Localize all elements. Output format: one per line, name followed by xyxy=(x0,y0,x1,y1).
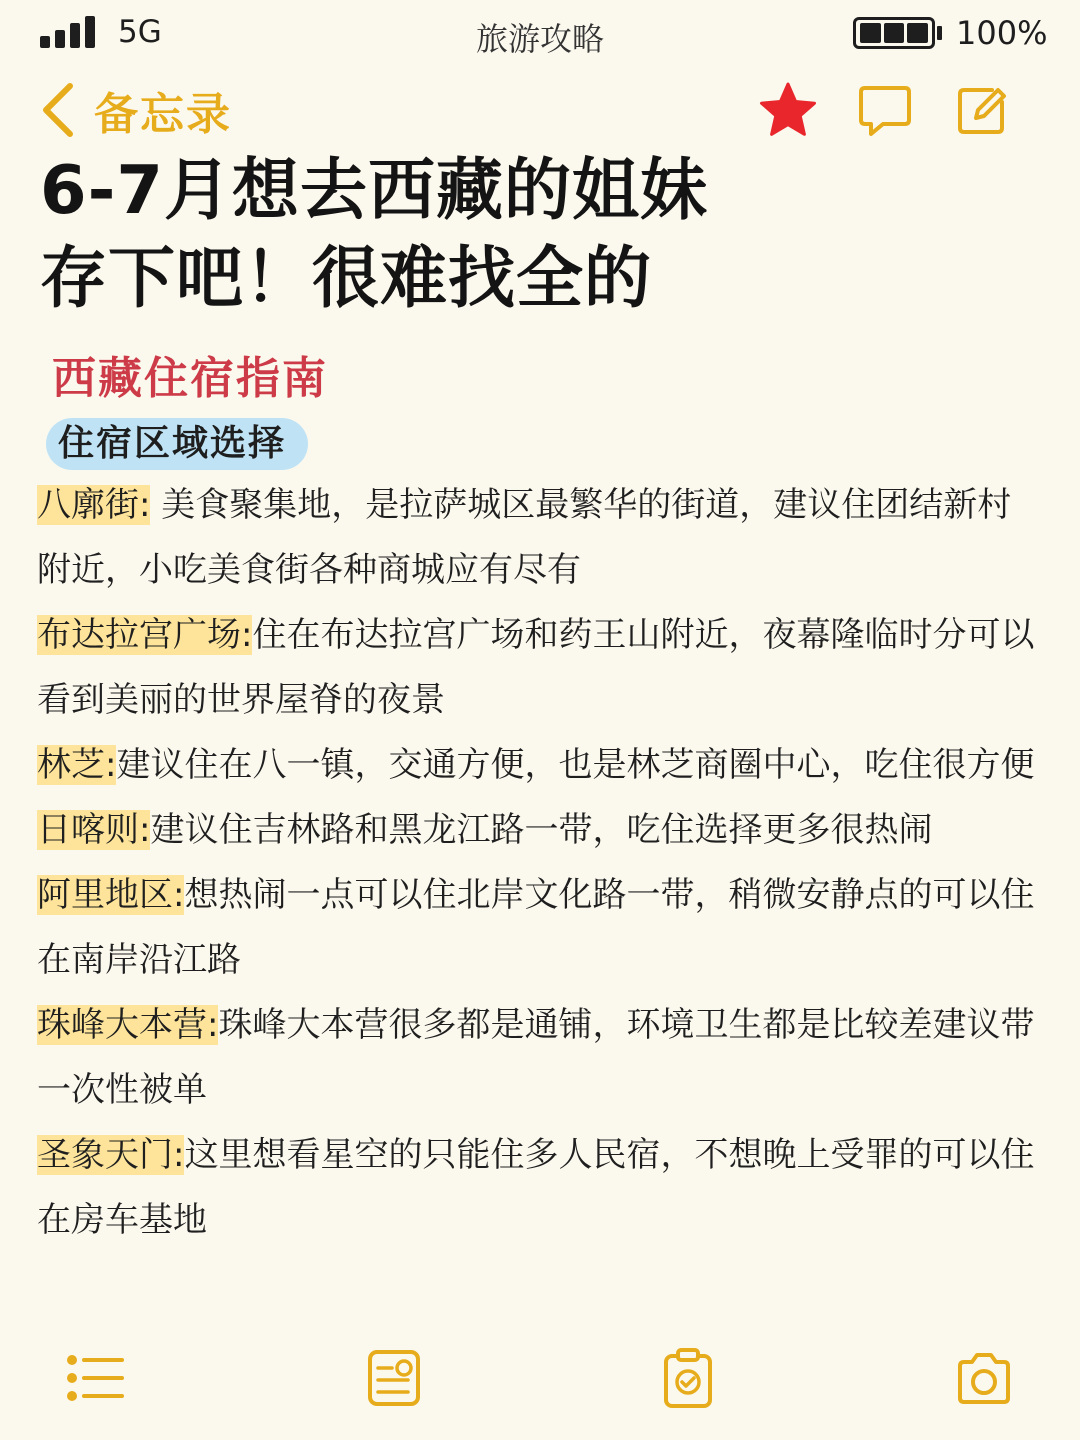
note-body xyxy=(37,473,1045,1253)
title-line-2: 存下吧！很难找全的 xyxy=(40,239,652,317)
entry-label: 八廓街: xyxy=(37,485,151,525)
markup-button[interactable] xyxy=(362,1346,426,1410)
network-type: 5G xyxy=(118,14,162,50)
edit-button[interactable] xyxy=(952,80,1012,140)
section-heading: 西藏住宿指南 xyxy=(52,353,328,404)
status-bar xyxy=(0,0,1080,70)
list-item xyxy=(37,473,1045,603)
chevron-left-icon xyxy=(38,82,78,138)
list-item xyxy=(37,733,1045,798)
entry-text: 珠峰大本营很多都是通铺，环境卫生都是比较差建议带一次性被单 xyxy=(37,1005,1035,1110)
subsection-pill: 住宿区域选择 xyxy=(46,418,308,470)
entry-text: 住在布达拉宫广场和药王山附近，夜幕隆临时分可以看到美丽的世界屋脊的夜景 xyxy=(37,615,1035,720)
entry-text: 建议住在八一镇，交通方便，也是林芝商圈中心，吃住很方便 xyxy=(116,745,1035,785)
clipboard-button[interactable] xyxy=(656,1346,720,1410)
entry-label: 林芝: xyxy=(37,745,117,785)
list-item xyxy=(37,863,1045,993)
camera-icon xyxy=(952,1346,1016,1410)
entry-label: 日喀则: xyxy=(37,810,151,850)
battery-tip xyxy=(937,26,942,40)
list-item xyxy=(37,603,1045,733)
star-icon xyxy=(758,80,818,140)
camera-button[interactable] xyxy=(952,1346,1016,1410)
list-item xyxy=(37,1123,1045,1253)
comment-button[interactable] xyxy=(855,80,915,140)
favorite-button[interactable] xyxy=(758,80,818,140)
entry-label: 阿里地区: xyxy=(37,875,185,915)
back-button[interactable] xyxy=(38,78,232,142)
markup-icon xyxy=(362,1346,426,1410)
entry-text: 建议住吉林路和黑龙江路一带，吃住选择更多很热闹 xyxy=(150,810,933,850)
status-title: 旅游攻略 xyxy=(475,20,604,58)
list-item xyxy=(37,993,1045,1123)
title-line-1: 6-7月想去西藏的姐妹 xyxy=(40,151,709,229)
comment-icon xyxy=(855,80,915,140)
checklist-icon xyxy=(62,1346,126,1410)
entry-text: 想热闹一点可以住北岸文化路一带，稍微安静点的可以住在南岸沿江路 xyxy=(37,875,1035,980)
entry-text: 美食聚集地，是拉萨城区最繁华的街道，建议住团结新村附近，小吃美食街各种商城应有尽有 xyxy=(37,485,1012,590)
note-title xyxy=(40,146,708,322)
checklist-button[interactable] xyxy=(62,1346,126,1410)
battery-icon xyxy=(853,17,935,49)
bottom-toolbar xyxy=(0,1340,1080,1420)
list-item xyxy=(37,798,1045,863)
entry-label: 珠峰大本营: xyxy=(37,1005,219,1045)
edit-icon xyxy=(952,80,1012,140)
entry-label: 圣象天门: xyxy=(37,1135,185,1175)
clipboard-check-icon xyxy=(656,1346,720,1410)
entry-text: 这里想看星空的只能住多人民宿，不想晚上受罪的可以住在房车基地 xyxy=(37,1135,1035,1240)
entry-label: 布达拉宫广场: xyxy=(37,615,253,655)
battery-percentage: 100% xyxy=(956,14,1048,52)
nav-bar xyxy=(0,70,1080,150)
back-label: 备忘录 xyxy=(94,89,232,140)
